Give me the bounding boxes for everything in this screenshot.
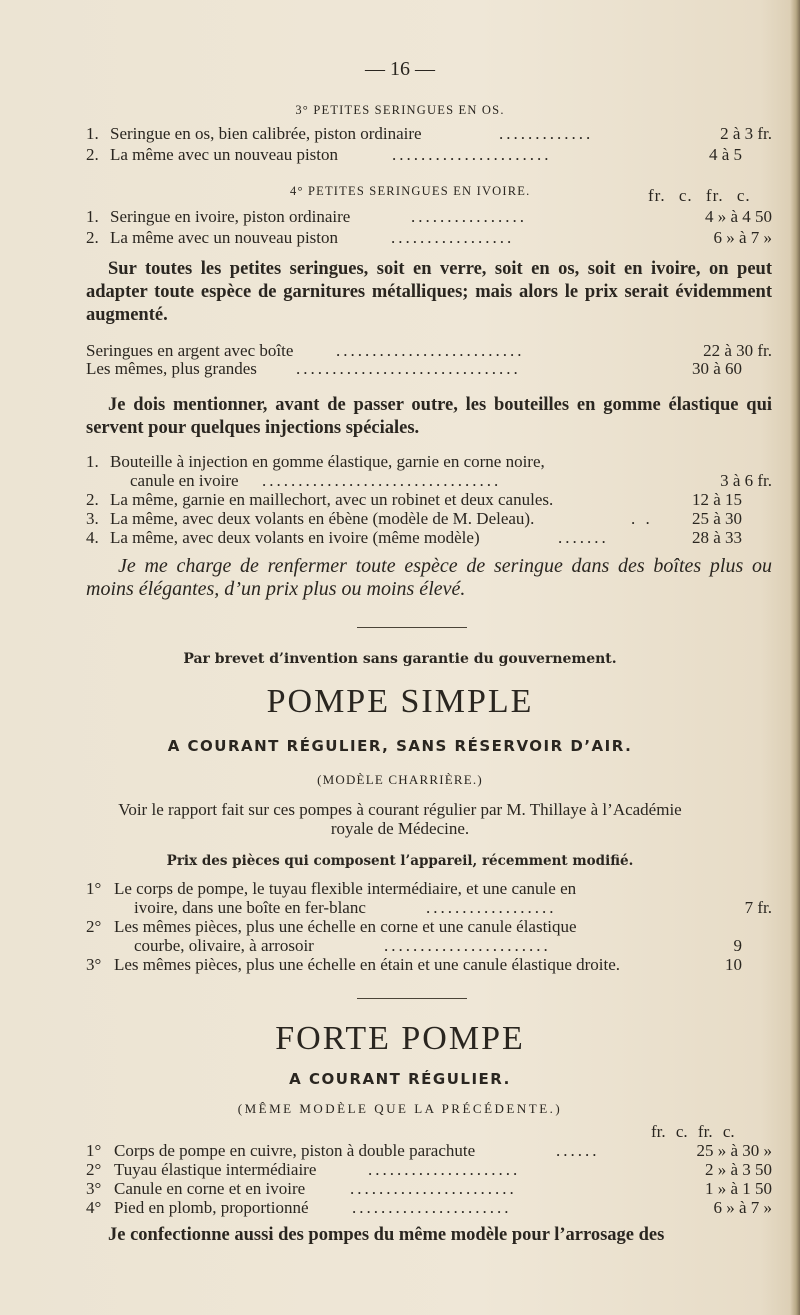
last-line: Je confectionne aussi des pompes du même modèle pour l’arrosage des	[108, 1225, 665, 1245]
item-price: 30 à 60	[691, 359, 742, 378]
item-number: 2.	[86, 145, 99, 164]
list-item-continued: courbe, olivaire, à arrosoir ....................... 9	[134, 936, 742, 955]
item-text: Seringues en argent avec boîte	[86, 341, 294, 360]
item-text: La même avec un nouveau piston	[110, 228, 339, 247]
list-item: 2. La même, garnie en maillechort, avec un robinet et deux canules. 12 à 15	[86, 490, 742, 509]
subheading-pompe-simple: A COURANT RÉGULIER, SANS RÉSERVOIR D’AIR.	[167, 737, 633, 755]
list-item: Les mêmes, plus grandes ............................... 30 à 60	[86, 359, 742, 378]
item-price: 7 fr.	[744, 898, 772, 917]
page-number: — 16 —	[365, 58, 435, 80]
item-number: 1.	[86, 207, 99, 226]
list-item: 1° Le corps de pompe, le tuyau flexible intermédiaire, et une canule en	[86, 879, 577, 898]
list-item-continued: ivoire, dans une boîte en fer-blanc .................. 7 fr.	[134, 898, 772, 917]
list-item: 2. La même avec un nouveau piston ...................... 4 à 5	[86, 145, 742, 164]
patent-line: Par brevet d’invention sans garantie du gouvernement.	[183, 651, 617, 667]
item-text: Les mêmes pièces, plus une échelle en étain et une canule élastique droite.	[114, 955, 621, 974]
item-price: 1 » à 1 50	[704, 1179, 772, 1198]
item-text: La même avec un nouveau piston	[110, 145, 339, 164]
item-text: La même, garnie en maillechort, avec un robinet et deux canules.	[110, 490, 554, 509]
model-note: (MÊME MODÈLE QUE LA PRÉCÉDENTE.)	[237, 1101, 563, 1116]
list-item-continued: canule en ivoire ................................. 3 à 6 fr.	[130, 471, 772, 490]
item-text: ivoire, dans une boîte en fer-blanc	[134, 898, 366, 917]
list-item: 2° Tuyau élastique intermédiaire ..................... 2 » à 3 50	[86, 1160, 772, 1179]
item-text: Les mêmes, plus grandes	[86, 359, 257, 378]
heading-pompe-simple: POMPE SIMPLE	[266, 683, 534, 720]
item-price: 2 à 3 fr.	[720, 124, 772, 143]
item-price: 28 à 33	[691, 528, 742, 547]
list-item: 2° Les mêmes pièces, plus une échelle en corne et une canule élastique	[86, 917, 577, 936]
column-header: fr. c. fr. c.	[651, 1122, 735, 1141]
item-price: 10	[725, 955, 742, 974]
prices-title: Prix des pièces qui composent l’appareil, récemment modifié.	[166, 853, 634, 869]
item-text: Seringue en ivoire, piston ordinaire	[110, 207, 351, 226]
list-item: 3. La même, avec deux volants en ébène (modèle de M. Deleau). . . 25 à 30	[86, 509, 742, 528]
list-item: 3° Canule en corne et en ivoire ....................... 1 » à 1 50	[86, 1179, 772, 1198]
item-price: 12 à 15	[691, 490, 742, 509]
subheading-forte-pompe: A COURANT RÉGULIER.	[289, 1070, 511, 1088]
list-item: Seringues en argent avec boîte .......................... 22 à 30 fr.	[86, 341, 772, 360]
item-text: Tuyau élastique intermédiaire	[114, 1160, 317, 1179]
list-item: 1° Corps de pompe en cuivre, piston à double parachute ...... 25 » à 30 »	[86, 1141, 772, 1160]
italic-note: Je me charge de renfermer toute espèce de seringue dans des boîtes plus ou moins élégantes, d’un prix plus ou moins élevé.	[86, 555, 772, 600]
item-text: Corps de pompe en cuivre, piston à double parachute	[114, 1141, 476, 1160]
item-text: Seringue en os, bien calibrée, piston ordinaire	[110, 124, 422, 143]
list-item: 4° Pied en plomb, proportionné ...................... 6 » à 7 »	[86, 1198, 772, 1217]
item-text: Le corps de pompe, le tuyau flexible intermédiaire, et une canule en	[114, 879, 577, 898]
column-header: fr. c. fr. c.	[648, 186, 751, 205]
item-text: Canule en corne et en ivoire	[114, 1179, 306, 1198]
item-text: Bouteille à injection en gomme élastique, garnie en corne noire,	[110, 452, 545, 471]
item-text: La même, avec deux volants en ébène (modèle de M. Deleau).	[110, 509, 535, 528]
divider	[357, 998, 467, 999]
list-item: 1. Seringue en ivoire, piston ordinaire ................ 4 » à 4 50	[86, 207, 772, 226]
item-price: 3 à 6 fr.	[720, 471, 772, 490]
section-title-ivoire: 4° PETITES SERINGUES EN IVOIRE.	[290, 184, 531, 198]
model-note: (MODÈLE CHARRIÈRE.)	[317, 772, 483, 787]
item-price: 6 » à 7 »	[713, 1198, 772, 1217]
list-item: 3° Les mêmes pièces, plus une échelle en étain et une canule élastique droite. 10	[86, 955, 742, 974]
paragraph: Je dois mentionner, avant de passer outre, les bouteilles en gomme élastique qui servent pour quelques injections spéciales.	[86, 395, 772, 438]
section-title-os: 3° PETITES SERINGUES EN OS.	[295, 103, 505, 117]
item-price: 6 » à 7 »	[713, 228, 772, 247]
item-price: 4 à 5	[708, 145, 742, 164]
divider	[357, 627, 467, 628]
list-item: 4. La même, avec deux volants en ivoire (même modèle) ....... 28 à 33	[86, 528, 742, 547]
item-price: 4 » à 4 50	[704, 207, 772, 226]
item-price: 9	[733, 936, 742, 955]
item-number: 1.	[86, 124, 99, 143]
item-price: 25 à 30	[691, 509, 742, 528]
list-item: 2. La même avec un nouveau piston ................. 6 » à 7 »	[86, 228, 772, 247]
item-number: 2.	[86, 228, 99, 247]
item-text: Les mêmes pièces, plus une échelle en corne et une canule élastique	[114, 917, 577, 936]
paragraph: Sur toutes les petites seringues, soit en verre, soit en os, soit en ivoire, on peut adapter toute espèce de garnitures métalliques; mais alors le prix serait évidemment augmenté.	[86, 259, 772, 325]
list-item: 1. Bouteille à injection en gomme élastique, garnie en corne noire,	[86, 452, 545, 471]
report-line: Voir le rapport fait sur ces pompes à courant régulier par M. Thillaye à l’Académie	[118, 800, 682, 819]
item-text: Pied en plomb, proportionné	[114, 1198, 309, 1217]
item-price: 2 » à 3 50	[704, 1160, 772, 1179]
item-price: 25 » à 30 »	[696, 1141, 772, 1160]
report-line: royale de Médecine.	[330, 819, 470, 838]
heading-forte-pompe: FORTE POMPE	[275, 1020, 525, 1057]
item-text: courbe, olivaire, à arrosoir	[134, 936, 314, 955]
item-text: canule en ivoire	[130, 471, 239, 490]
item-text: La même, avec deux volants en ivoire (même modèle)	[110, 528, 480, 547]
list-item: 1. Seringue en os, bien calibrée, piston ordinaire ............. 2 à 3 fr.	[86, 124, 772, 143]
item-price: 22 à 30 fr.	[703, 341, 772, 360]
